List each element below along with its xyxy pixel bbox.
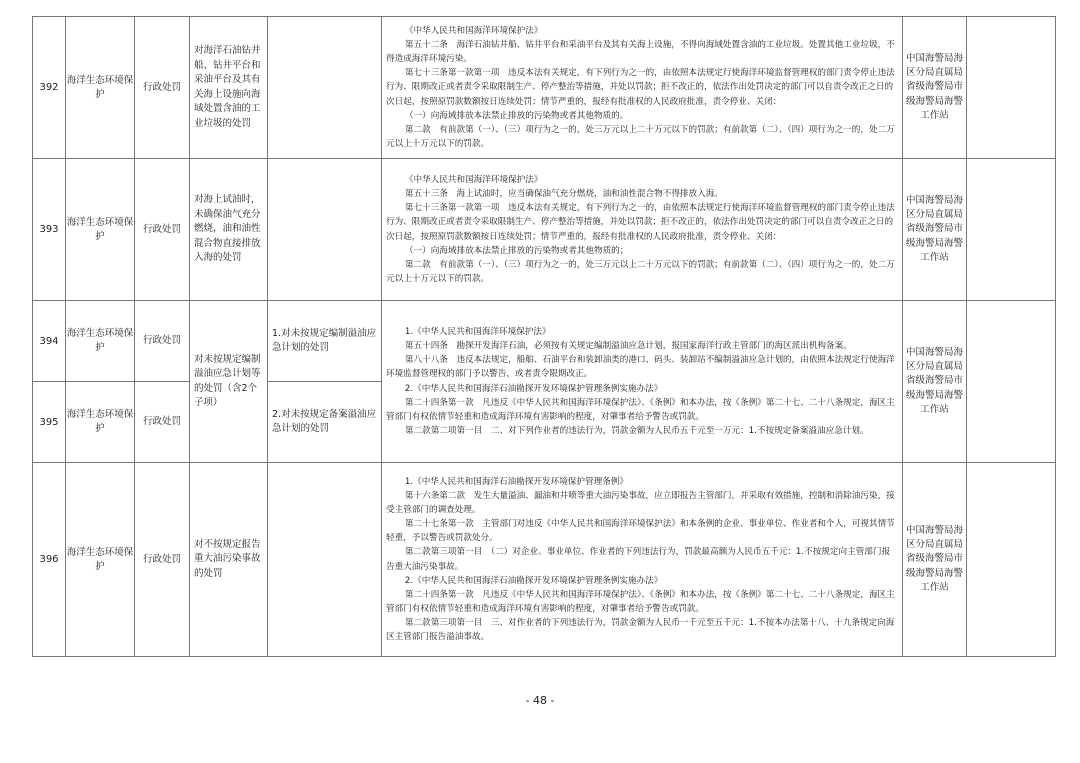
type-cell: 行政处罚 bbox=[135, 463, 190, 657]
type-cell: 行政处罚 bbox=[135, 301, 190, 382]
basis-line: 第五十二条 海洋石油钻井船、钻井平台和采油平台及其有关海上设施，不得向海域处置含油的工业垃圾。处置其他工业垃圾，不得造成海洋环境污染。 bbox=[386, 40, 895, 65]
table-row bbox=[33, 159, 1056, 301]
basis-line: 《中华人民共和国海洋环境保护法》 bbox=[404, 26, 543, 37]
basis-cell bbox=[382, 463, 903, 657]
basis-line: 第二款 有前款第（一）、（三）项行为之一的，处三万元以上二十万元以下的罚款；有前款第（二）、（四）项行为之一的，处二万元以上十万元以下的罚款。 bbox=[386, 124, 895, 149]
basis-line: 第五十四条 勘探开发海洋石油，必须按有关规定编制溢油应急计划，报国家海洋行政主管部门的海区派出机构备案。 bbox=[404, 341, 852, 352]
row-number: 392 bbox=[33, 17, 66, 159]
item-cell: 对不按规定报告重大油污染事故的处罚 bbox=[190, 463, 268, 657]
basis-line: 第七十三条第一款第一项 违反本法有关规定，有下列行为之一的，由依照本法规定行使海洋环境监督管理权的部门责令停止违法行为、限期改正或者责令采取限制生产、停产整治等措施，并处以罚款；拒不改正的，依法作出处罚决定的部门可以自责令改正之日的次日起，按照原罚款数额按日连续处罚；情节严重的，报经有批准权的人民政府批准，责令停业、关闭： bbox=[386, 68, 895, 107]
remarks-cell bbox=[967, 17, 1056, 159]
type-cell: 行政处罚 bbox=[135, 17, 190, 159]
row-number: 395 bbox=[33, 382, 66, 463]
basis-line: 第八十八条 违反本法规定，船舶、石油平台和装卸油类的港口、码头、装卸站不编制溢油应急计划的，由依照本法规定行使海洋环境监督管理权的部门予以警告，或者责令限期改正。 bbox=[386, 355, 895, 380]
basis-line: 第二十四条第一款 凡违反《中华人民共和国海洋环境保护法》、《条例》和本办法，按《条例》第二十七、二十八条规定，海区主管部门有权依情节轻重和造成海洋环境有害影响的程度，对肇事者给予警告或罚款。 bbox=[386, 397, 895, 422]
type-cell: 行政处罚 bbox=[135, 382, 190, 463]
basis-line: 2.《中华人民共和国海洋石油勘探开发环境保护管理条例实施办法》 bbox=[404, 383, 663, 394]
basis-line: 第五十三条 海上试油时，应当确保油气充分燃烧，油和油性混合物不得排放入海。 bbox=[404, 189, 723, 200]
table-row bbox=[33, 301, 1056, 382]
penalty-table bbox=[32, 16, 1056, 657]
dept-cell: 中国海警局海区分局直属局省级海警局市级海警局海警工作站 bbox=[903, 17, 967, 159]
basis-cell bbox=[382, 17, 903, 159]
basis-line: （一）向海域排放本法禁止排放的污染物或者其他物质的； bbox=[404, 245, 629, 256]
subitem-cell bbox=[268, 17, 382, 159]
row-number: 393 bbox=[33, 159, 66, 301]
category-cell: 海洋生态环境保护 bbox=[66, 382, 135, 463]
basis-line: （一）向海域排放本法禁止排放的污染物或者其他物质的。 bbox=[404, 110, 629, 121]
basis-line: 第二款第三项第一目 （二）对企业、事业单位、作业者的下列违法行为，罚款最高额为人民币五千元：1.不按规定向主管部门报告重大油污染事故。 bbox=[386, 547, 891, 572]
category-cell: 海洋生态环境保护 bbox=[66, 17, 135, 159]
basis-cell bbox=[382, 301, 903, 463]
basis-line: 1.《中华人民共和国海洋石油勘探开发环境保护管理条例》 bbox=[404, 477, 628, 488]
category-cell: 海洋生态环境保护 bbox=[66, 301, 135, 382]
item-cell: 对海上试油时，未确保油气充分燃烧，油和油性混合物直接排放入海的处罚 bbox=[190, 159, 268, 301]
basis-line: 第七十三条第一款第一项 违反本法有关规定，有下列行为之一的，由依照本法规定行使海洋环境监督管理权的部门责令停止违法行为、限期改正或者责令采取限制生产、停产整治等措施，并处以罚款；拒不改正的，依法作出处罚决定的部门可以自责令改正之日的次日起，按照原罚款数额按日连续处罚；情节严重的，报经有批准权的人民政府批准，责令停业、关闭： bbox=[386, 203, 895, 242]
table-row bbox=[33, 17, 1056, 159]
remarks-cell bbox=[967, 301, 1056, 463]
basis-line: 《中华人民共和国海洋环境保护法》 bbox=[404, 175, 543, 186]
dept-cell: 中国海警局海区分局直属局省级海警局市级海警局海警工作站 bbox=[903, 301, 967, 463]
dept-cell: 中国海警局海区分局直属局省级海警局市级海警局海警工作站 bbox=[903, 463, 967, 657]
item-cell: 对未按规定编制溢油应急计划等的处罚（含2个子项） bbox=[190, 301, 268, 463]
remarks-cell bbox=[967, 159, 1056, 301]
subitem-cell: 1.对未按规定编制溢油应急计划的处罚 bbox=[268, 301, 382, 382]
basis-line: 第二款 有前款第（一）、（三）项行为之一的，处三万元以上二十万元以下的罚款；有前款第（二）、（四）项行为之一的，处二万元以上十万元以下的罚款。 bbox=[386, 259, 895, 284]
subitem-cell bbox=[268, 463, 382, 657]
row-number: 396 bbox=[33, 463, 66, 657]
subitem-cell bbox=[268, 159, 382, 301]
basis-line: 1.《中华人民共和国海洋环境保护法》 bbox=[404, 327, 551, 338]
basis-line: 第二款第三项第一目 三、对作业者的下列违法行为，罚款金额为人民币一千元至五千元：1.不按本办法第十八、十九条规定向海区主管部门报告溢油事故。 bbox=[386, 617, 895, 642]
category-cell: 海洋生态环境保护 bbox=[66, 463, 135, 657]
basis-line: 第十六条第二款 发生大量溢油、漏油和井喷等重大油污染事故，应立即报告主管部门，并采取有效措施，控制和消除油污染，接受主管部门的调查处理。 bbox=[386, 491, 895, 516]
row-number: 394 bbox=[33, 301, 66, 382]
category-cell: 海洋生态环境保护 bbox=[66, 159, 135, 301]
basis-cell bbox=[382, 159, 903, 301]
basis-line: 第二款第二项第一目 二、对下列作业者的违法行为，罚款金额为人民币五千元至一万元：1.不按规定备案溢油应急计划。 bbox=[404, 425, 869, 436]
remarks-cell bbox=[967, 463, 1056, 657]
basis-line: 第二十七条第一款 主管部门对违反《中华人民共和国海洋环境保护法》和本条例的企业、事业单位、作业者和个人，可视其情节轻重，予以警告或罚款处分。 bbox=[386, 519, 895, 544]
page-number: - 48 - bbox=[525, 694, 555, 707]
table-row bbox=[33, 463, 1056, 657]
basis-line: 第二十四条第一款 凡违反《中华人民共和国海洋环境保护法》、《条例》和本办法，按《条例》第二十七、二十八条规定，海区主管部门有权依情节轻重和造成海洋环境有害影响的程度，对肇事者给予警告或罚款。 bbox=[386, 589, 895, 614]
subitem-cell: 2.对未按规定备案溢油应急计划的处罚 bbox=[268, 382, 382, 463]
type-cell: 行政处罚 bbox=[135, 159, 190, 301]
basis-line: 2.《中华人民共和国海洋石油勘探开发环境保护管理条例实施办法》 bbox=[404, 575, 663, 586]
item-cell: 对海洋石油钻井船、钻井平台和采油平台及其有关海上设施向海域处置含油的工业垃圾的处罚 bbox=[190, 17, 268, 159]
dept-cell: 中国海警局海区分局直属局省级海警局市级海警局海警工作站 bbox=[903, 159, 967, 301]
